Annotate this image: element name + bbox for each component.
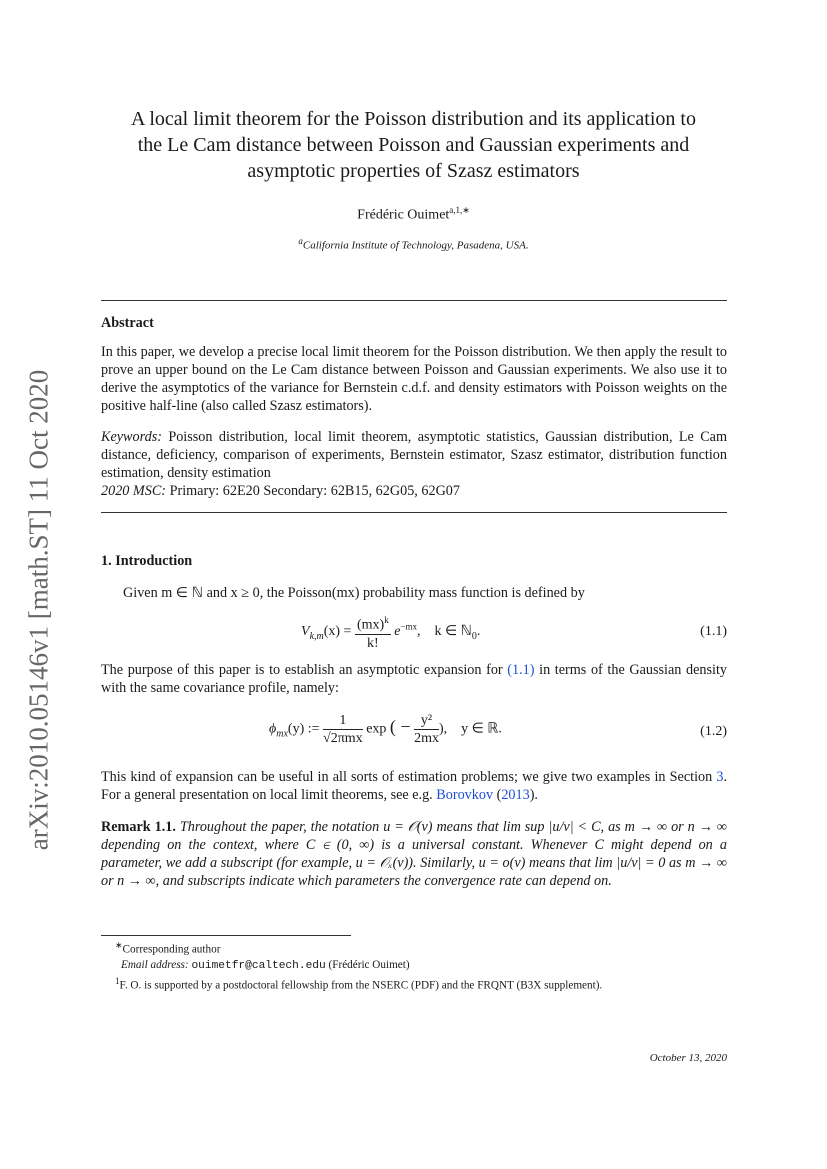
equation-reference-link[interactable]: (1.1) [507,662,535,678]
eq2-inner-fraction [414,712,439,747]
abstract-heading-text: Abstract [101,315,154,331]
eq1-subscript: k,m [309,630,324,642]
citation-year-link[interactable]: 2013 [501,787,530,803]
section-heading [101,552,727,570]
abstract-top-rule [101,300,727,301]
title-line-3: asymptotic properties of Szasz estimators [247,160,580,182]
eq1-argument: (x) = [323,624,352,640]
footnotes [101,938,727,993]
eq1-symbol: V [301,624,310,640]
citation-close: ). [529,787,538,803]
para3-text-a: This kind of expansion can be useful in all sorts of estimation problems; we give two examples in Section [101,769,713,785]
eq2-denominator: √2πmx [323,731,363,746]
citation-author-link[interactable]: Borovkov [436,787,494,803]
footnote-email [101,958,727,974]
keywords-label: Keywords: [101,429,162,445]
title-line-2: the Le Cam distance between Poisson and Gaussian experiments and [137,134,690,156]
footnote-funding [101,974,727,994]
eq1-denominator: k! [366,635,379,651]
para3-text-b: . For a general presentation on local limit theorems, see e.g. [101,769,728,803]
footnote-mark-one: 1 [115,975,120,986]
msc-text: Primary: 62E20 Secondary: 62B15, 62G05, 62G07 [169,483,460,499]
affiliation-text: California Institute of Technology, Pasadena, USA. [302,239,529,252]
keywords [101,428,727,500]
eq2-inner-denominator: 2mx [414,731,439,746]
equation-1-1 [101,612,727,652]
author [100,205,727,224]
remark-1-1 [101,818,727,890]
title-line-1: A local limit theorem for the Poisson distribution and its application to [131,108,696,130]
footnote-mark-star: ∗ [115,940,123,950]
abstract-bottom-rule [101,512,727,513]
keywords-text: Poisson distribution, local limit theorem, asymptotic statistics, Gaussian distribution, Le Cam distance, deficiency, comparison of experiments, Bernstein estimator, Szasz estimator, distribution function estimation, density estimation [101,429,727,481]
eq2-inner-numerator: y² [414,712,439,730]
eq2-subscript: mx [276,728,288,740]
citation-open: ( [496,787,502,803]
footnote-corresponding [101,938,727,958]
eq2-argument: (y) := [287,721,320,737]
eq1-condition: , k ∈ ℕ [416,624,472,640]
intro-paragraph-3 [101,768,727,804]
eq2-numerator: 1 [323,712,363,730]
footnote-funding-text: F. O. is supported by a postdoctoral fellowship from the NSERC (PDF) and the FRQNT (B3X supplement). [119,979,603,992]
author-name: Frédéric Ouimet [357,207,450,223]
eq1-period: . [476,624,481,640]
arxiv-sidebar [14,350,64,870]
footnote-rule [101,935,351,936]
footnote-corresponding-text: Corresponding author [122,943,221,956]
eq2-fraction [323,712,363,747]
para2-text-a: The purpose of this paper is to establish an asymptotic expansion for [101,662,503,678]
eq2-symbol: ϕ [269,721,277,737]
eq1-number: (1.1) [700,624,727,639]
eq1-exponent: −mx [400,621,417,632]
msc-label: 2020 MSC: [101,483,167,499]
arxiv-identifier: arXiv:2010.05146v1 [math.ST] 11 Oct 2020 [23,369,54,851]
eq2-open: ( − [389,716,411,737]
intro-paragraph-1: Given m ∈ ℕ and x ≥ 0, the Poisson(mx) probability mass function is defined by [123,585,585,601]
preprint-date: October 13, 2020 [649,1052,727,1064]
paper-title [100,106,727,184]
eq1-condition-subscript: 0 [471,630,477,642]
abstract-text: In this paper, we develop a precise local limit theorem for the Poisson distribution. We then apply the result to prove an upper bound on the Le Cam distance between Poisson and Gaussian experiments. We also use it to derive the asymptotics of the variance for Bernstein c.d.f. and density estimators with Poisson weights on the positive half-line (also called Szasz estimators). [101,344,727,414]
equation-1-2 [101,712,727,752]
section-reference-link[interactable]: 3 [716,769,724,785]
eq2-number: (1.2) [700,724,727,739]
email-name: (Frédéric Ouimet) [328,958,410,971]
eq2-close: ), y ∈ ℝ. [438,721,502,737]
abstract-heading [101,314,727,332]
eq1-fraction [355,612,391,652]
remark-label: Remark 1.1. [101,819,176,835]
intro-paragraph-2 [101,661,727,697]
eq1-exponential: e [394,624,401,640]
eq1-numerator: (mx) [356,617,385,633]
affiliation [100,236,727,252]
eq2-exp: exp [366,721,387,737]
remark-text: Throughout the paper, the notation u = 𝒪(v) means that lim sup |u/v| < C, as m → ∞ or n → ∞ depending on the context, where C ∈ (0, ∞) is a universal constant. Whenever C might depend on a parameter, we add a subscript (for example, u = 𝒪ₓ(v)). Similarly, u = o(v) means that lim |u/v| = 0 as m → ∞ or n → ∞, and subscripts indicate which parameters the convergence rate can depend on. [101,819,727,889]
email-label: Email address: [121,958,189,971]
affiliation-mark: a [298,236,303,246]
email-address: ouimetfr@caltech.edu [191,959,326,972]
eq1-numerator-exponent: k [384,615,389,625]
author-affiliation-marks: a,1,∗ [449,205,470,215]
section-heading-text: 1. Introduction [101,553,193,569]
para2-text-b: in terms of the Gaussian density with the same covariance profile, namely: [101,662,728,696]
